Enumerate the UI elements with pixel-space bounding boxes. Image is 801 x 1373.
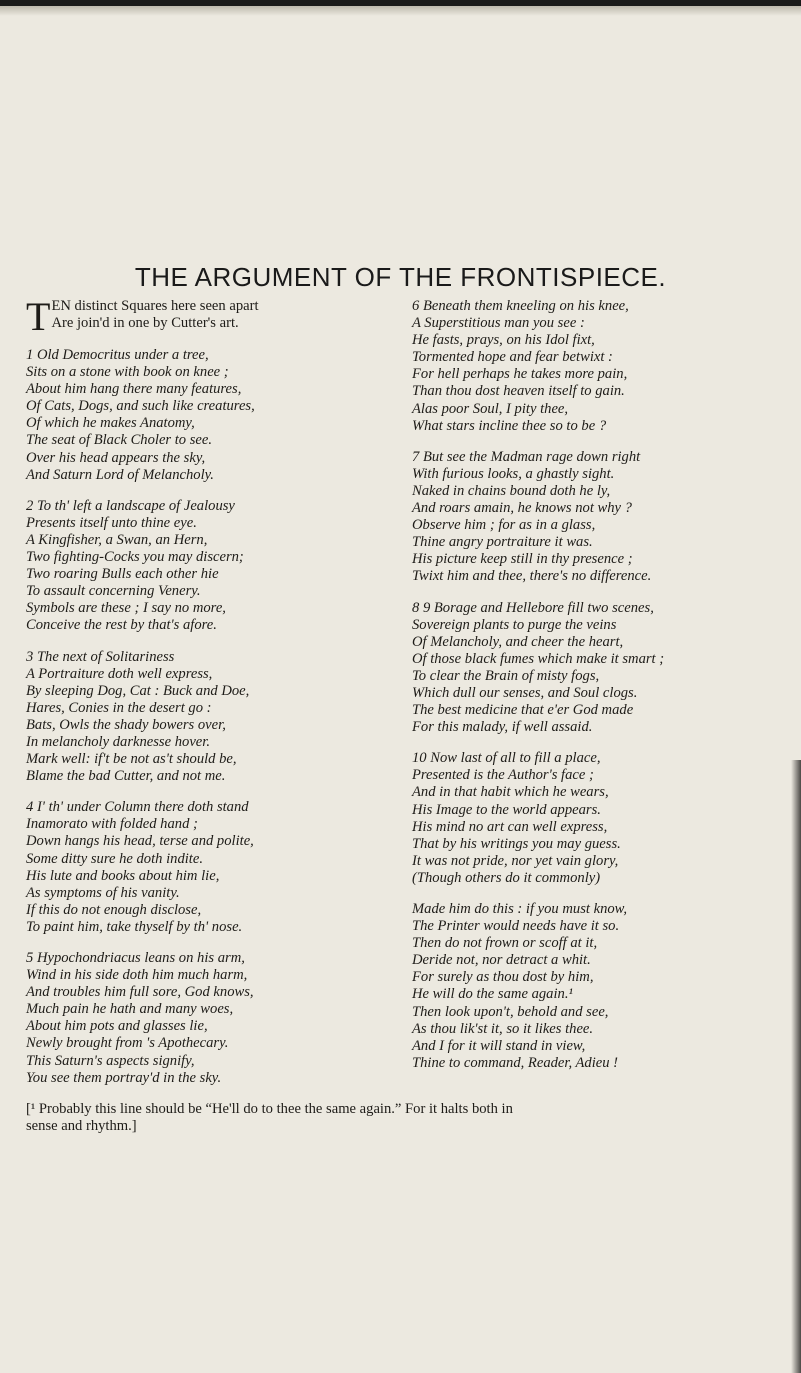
- verse-line: Than thou dost heaven itself to gain.: [412, 383, 625, 400]
- verse-line: And Saturn Lord of Melancholy.: [26, 466, 214, 483]
- verse-line: Hares, Conies in the desert go :: [26, 699, 212, 716]
- verse-line: Symbols are these ; I say no more,: [26, 600, 226, 617]
- verse-line: (Though others do it commonly): [412, 869, 601, 886]
- intro-line-2: Are join'd in one by Cutter's art.: [51, 315, 239, 332]
- verse-line: 6 Beneath them kneeling on his knee,: [412, 298, 629, 314]
- verse-line: That by his writings you may guess.: [412, 835, 621, 852]
- verse-line: 4 I' th' under Column there doth stand: [26, 799, 249, 816]
- verse-line: Inamorato with folded hand ;: [26, 816, 198, 833]
- verse-line: His picture keep still in thy presence ;: [412, 551, 633, 568]
- intro-line-1: EN distinct Squares here seen apart: [51, 298, 259, 314]
- verse-line: The best medicine that e'er God made: [412, 702, 634, 719]
- verse-line: Then look upon't, behold and see,: [412, 1003, 609, 1020]
- verse-line: Sits on a stone with book on knee ;: [26, 364, 229, 381]
- verse-line: He fasts, prays, on his Idol fixt,: [412, 332, 595, 349]
- verse-line: His Image to the world appears.: [412, 801, 601, 818]
- verse-line: The seat of Black Choler to see.: [26, 432, 213, 449]
- verse-line: Twixt him and thee, there's no difference.: [412, 568, 652, 585]
- top-edge-shadow: [0, 6, 801, 16]
- page-title: THE ARGUMENT OF THE FRONTISPIECE.: [134, 262, 667, 292]
- verse-line: Deride not, nor detract a whit.: [412, 952, 591, 969]
- left-column: [26, 294, 398, 1087]
- verse-line: A Kingfisher, a Swan, an Hern,: [26, 531, 208, 548]
- verse-line: To paint him, take thyself by th' nose.: [26, 918, 243, 935]
- stanza: [26, 950, 398, 1087]
- verse-line: To clear the Brain of misty fogs,: [412, 667, 600, 684]
- verse-line: It was not pride, nor yet vain glory,: [412, 852, 619, 869]
- verse-line: Newly brought from 's Apothecary.: [26, 1035, 229, 1052]
- verse-line: Presented is the Author's face ;: [412, 767, 594, 784]
- stanza: [412, 600, 792, 737]
- right-stanzas: [412, 298, 792, 1072]
- stanza: [412, 750, 792, 887]
- verse-line: Some ditty sure he doth indite.: [26, 850, 203, 867]
- verse-line: 8 9 Borage and Hellebore fill two scenes,: [412, 599, 654, 616]
- verse-line: Naked in chains bound doth he ly,: [412, 482, 611, 499]
- verse-line: Of which he makes Anatomy,: [26, 415, 195, 432]
- right-column: [412, 298, 792, 1072]
- verse-line: 10 Now last of all to fill a place,: [412, 750, 601, 767]
- verse-line: Bats, Owls the shady bowers over,: [26, 716, 226, 733]
- verse-line: Down hangs his head, terse and polite,: [26, 833, 254, 850]
- left-stanzas: [26, 347, 398, 1087]
- verse-line: 1 Old Democritus under a tree,: [26, 347, 209, 363]
- verse-line: By sleeping Dog, Cat : Buck and Doe,: [26, 682, 250, 699]
- verse-line: He will do the same again.¹: [412, 986, 573, 1003]
- verse-line: Alas poor Soul, I pity thee,: [412, 400, 569, 417]
- verse-line: Wind in his side doth him much harm,: [26, 967, 248, 984]
- page-edge-shadow: [791, 760, 801, 1373]
- stanza: [412, 298, 792, 435]
- intro-couplet: [26, 294, 398, 339]
- verse-line: 2 To th' left a landscape of Jealousy: [26, 497, 235, 514]
- verse-line: And roars amain, he knows not why ?: [412, 500, 632, 517]
- footnote-line: [¹ Probably this line should be “He'll do to thee the same again.” For it halts both in: [26, 1101, 513, 1117]
- stanza: [412, 449, 792, 586]
- verse-line: Thine angry portraiture it was.: [412, 534, 593, 551]
- verse-line: To assault concerning Venery.: [26, 583, 201, 600]
- verse-line: Two roaring Bulls each other hie: [26, 566, 219, 583]
- stanza: [26, 347, 398, 484]
- verse-line: About him hang there many features,: [26, 381, 242, 398]
- verse-line: Sovereign plants to purge the veins: [412, 616, 617, 633]
- verse-line: Of those black fumes which make it smart ;: [412, 650, 665, 667]
- stanza: [26, 649, 398, 786]
- verse-line: For surely as thou dost by him,: [412, 969, 594, 986]
- verse-line: A Portraiture doth well express,: [26, 665, 213, 682]
- verse-line: A Superstitious man you see :: [412, 315, 585, 332]
- verse-line: What stars incline thee so to be ?: [412, 417, 607, 434]
- verse-line: 3 The next of Solitariness: [26, 648, 175, 665]
- footnote: [26, 1101, 781, 1135]
- verse-line: Presents itself unto thine eye.: [26, 514, 197, 531]
- stanza: [412, 901, 792, 1072]
- verse-line: Two fighting-Cocks you may discern;: [26, 549, 244, 566]
- verse-line: Thine to command, Reader, Adieu !: [412, 1054, 619, 1071]
- verse-line: This Saturn's aspects signify,: [26, 1052, 195, 1069]
- verse-line: As symptoms of his vanity.: [26, 884, 180, 901]
- verse-line: Which dull our senses, and Soul clogs.: [412, 684, 638, 701]
- verse-line: 7 But see the Madman rage down right: [412, 448, 641, 465]
- verse-line: Of Melancholy, and cheer the heart,: [412, 633, 624, 650]
- verse-line: And in that habit which he wears,: [412, 784, 609, 801]
- verse-line: Of Cats, Dogs, and such like creatures,: [26, 398, 255, 415]
- stanza: [26, 498, 398, 635]
- verse-line: Tormented hope and fear betwixt :: [412, 349, 613, 366]
- verse-line: For hell perhaps he takes more pain,: [412, 366, 628, 383]
- verse-line: His lute and books about him lie,: [26, 867, 220, 884]
- verse-line: 5 Hypochondriacus leans on his arm,: [26, 950, 245, 966]
- drop-cap: T: [26, 294, 51, 339]
- verse-line: The Printer would needs have it so.: [412, 918, 620, 935]
- verse-line: Much pain he hath and many woes,: [26, 1001, 234, 1018]
- verse-line: Over his head appears the sky,: [26, 449, 206, 466]
- verse-line: With furious looks, a ghastly sight.: [412, 465, 615, 482]
- verse-line: If this do not enough disclose,: [26, 901, 202, 918]
- verse-line: And I for it will stand in view,: [412, 1037, 586, 1054]
- footnote-line: sense and rhythm.]: [26, 1118, 137, 1135]
- verse-line: About him pots and glasses lie,: [26, 1018, 208, 1035]
- verse-line: In melancholy darknesse hover.: [26, 733, 210, 750]
- verse-line: Made him do this : if you must know,: [412, 901, 627, 917]
- verse-line: Blame the bad Cutter, and not me.: [26, 768, 226, 785]
- verse-line: As thou lik'st it, so it likes thee.: [412, 1020, 594, 1037]
- verse-line: Then do not frown or scoff at it,: [412, 935, 598, 952]
- stanza: [26, 799, 398, 936]
- verse-line: You see them portray'd in the sky.: [26, 1069, 222, 1086]
- verse-line: Observe him ; for as in a glass,: [412, 517, 596, 534]
- verse-line: Mark well: if't be not as't should be,: [26, 751, 237, 768]
- verse-line: For this malady, if well assaid.: [412, 719, 593, 736]
- verse-line: His mind no art can well express,: [412, 818, 608, 835]
- verse-line: Conceive the rest by that's afore.: [26, 617, 217, 634]
- verse-line: And troubles him full sore, God knows,: [26, 984, 254, 1001]
